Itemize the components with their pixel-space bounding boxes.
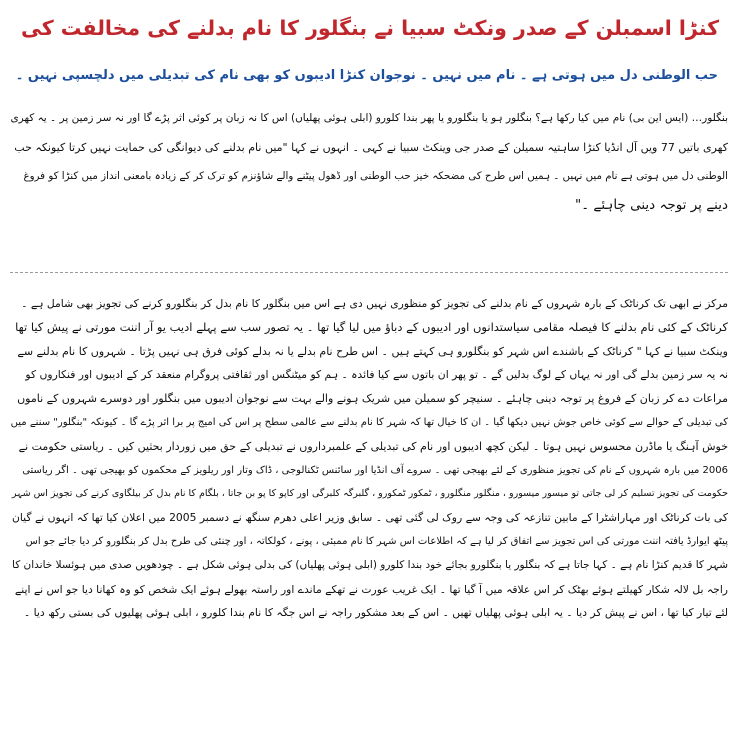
paragraph-line bbox=[10, 459, 728, 483]
paragraph-line bbox=[10, 578, 728, 602]
article-headline: کنڑا اسمبلن کے صدر ونکٹ سبیا نے بنگلور کا نام بدلنے کی مخالفت کی bbox=[20, 16, 720, 40]
paragraph-line bbox=[10, 530, 728, 554]
paragraph-line bbox=[10, 601, 728, 625]
paragraph-line bbox=[10, 387, 728, 411]
paragraph-line bbox=[10, 191, 728, 220]
line-text: مرکز نے ابھی تک کرناٹک کے بارہ شہروں کے نام بدلنے کی تجویز کو منظوری نہیں دی ہے اس میں بنگلور کا نام بدل کر بنگلورو کرنے کی تجویز بھی شامل ہے ۔ bbox=[21, 297, 728, 310]
paragraph-line bbox=[10, 482, 728, 506]
paragraph-line bbox=[10, 435, 728, 459]
line-text: کی بات کرناٹک اور مہاراشٹرا کے مابین تنازعہ کی وجہ سے روک لی گئی تھی ۔ سابق وزیر اعلی دھرم سنگھ نے دسمبر 2005 میں اعلان کیا تھا کہ انہوں نے گیان bbox=[12, 511, 728, 525]
paragraph-line bbox=[10, 411, 728, 435]
article-subheadline: حب الوطنی دل میں ہوتی ہے ۔ نام میں نہیں ۔ نوجوان کنڑا ادیبوں کو بھی نام کی تبدیلی میں دلچسپی نہیں ۔ bbox=[15, 68, 718, 83]
line-text: بنگلور… (ایس این بی) نام میں کیا رکھا ہے؟ بنگلور ہو یا بنگلورو یا پھر بندا کلورو (ابلی ہوئی پھلیاں) اس کا نہ زبان پر کوئی اثر پڑے گا اور نہ سر زمین پر ۔ یہ کھری bbox=[10, 112, 728, 124]
section-divider bbox=[10, 272, 728, 273]
line-text: راجہ بل لالہ شکار کھیلتے ہوئے بھٹک کر اس علاقہ میں آ گیا تھا ۔ ایک غریب عورت نے تھکے ماندے اور راستہ بھولے ہوئے ایک شخص کو وہ کھانا دیا جو اس نے اپنے bbox=[14, 582, 728, 596]
paragraph-line bbox=[10, 340, 728, 364]
line-text: شہر کا قدیم کنڑا نام ہے ۔ کہا جاتا ہے کہ بنگلور یا بنگلورو بجائے خود بندا کلورو (ابلی ہوئی پھلیاں) کی بدلی ہوئی شکل ہے ۔ چودھویں صدی میں ہوئسلا خاندان کا bbox=[12, 558, 728, 571]
line-text: مراعات دے کر زبان کے فروغ پر توجہ دینی چاہئے ۔ سنیچر کو سمیلن میں شریک ہونے والے بہت سے نوجوان ادیبوں میں بنگلور اور دوسرے شہروں کے ناموں bbox=[17, 392, 728, 406]
line-text: نہ یہ سر زمین بدلے گی اور نہ یہاں کے لوگ بدلیں گے ۔ تو پھر ان باتوں سے کیا فائدہ ۔ ہم کو میٹنگس اور ثقافتی پروگرام منعقد کر کے ادیبوں اور فنکاروں کو bbox=[25, 368, 728, 382]
line-text: پیٹھ ایوارڈ یافتہ اننت مورتی کی اس تجویز سے اتفاق کر لیا ہے کہ اطلاعات اس شہر کا نام ممبئی ، پونے ، کولکاتہ ، اور چنئی کی طرح بدل کر بنگلورو کر دیا جائے جو اس bbox=[25, 535, 728, 547]
line-text: دینے پر توجہ دینی چاہئے ۔" bbox=[575, 197, 728, 213]
paragraph-line bbox=[10, 554, 728, 578]
paragraph-line bbox=[10, 133, 728, 162]
paragraph-line bbox=[10, 506, 728, 530]
line-text: حکومت کی تجویز تسلیم کر لی جاتی تو میسور میسورو ، منگلور منگلورو ، ٹمکور ٹمکورو ، گلبرگہ کلبرگی اور کاپو کا پو بن جاتا ، بلگام کا نام بدل کر بیلگاوی کرنے کی تجویز اس شہر bbox=[11, 488, 728, 500]
paragraph-line bbox=[10, 104, 728, 133]
line-text: وینکٹ سبیا نے کہا " کرناٹک کے باشندے اس شہر کو بنگلورو ہی کہتے ہیں ۔ اس طرح نام بدلے یا نہ بدلے کوئی فرق ہی نہیں پڑتا ۔ شہروں کا نام بدلنے سے bbox=[17, 344, 728, 358]
line-text: 2006 میں بارہ شہروں کے نام کی تجویز منظوری کے لئے بھیجی تھی ۔ سروے آف انڈیا اور سائنس ٹکنالوجی ، ڈاک وتار اور ریلویز کے محکموں کو بھیجی تھی ۔ اگر ریاستی bbox=[22, 464, 728, 476]
line-text: لئے تیار کیا تھا ، اس نے پیش کر دیا ۔ یہ ابلی ہوئی پھلیاں تھیں ۔ اس کے بعد مشکور راجہ نے اس جگہ کا نام بندا کلورو ، ابلی ہوئی پھلیوں کی بستی رکھ دیا ۔ bbox=[23, 606, 728, 620]
paragraph-line bbox=[10, 292, 728, 316]
article-paragraph-2 bbox=[10, 292, 728, 625]
article-paragraph-1 bbox=[10, 104, 728, 220]
line-text: کرناٹک کے کئی نام بدلنے کا فیصلہ مقامی سیاستدانوں اور ادیبوں کے دباؤ میں لیا گیا تھا ۔ یہ تصور سب سے پہلے ادیب یو آر اننت مورتی نے پیش کیا تھا bbox=[15, 319, 728, 334]
line-text: کھری باتیں 77 ویں آل انڈیا کنڑا ساہتیہ سمیلن کے صدر جی وینکٹ سبیا نے کہی ۔ انہوں نے کہا "میں نام بدلنے کی دیوانگی کی حمایت نہیں کرتا کیونکہ حب bbox=[14, 141, 728, 154]
line-text: کی تبدیلی کے حوالے سے کوئی خاص جوش نہیں دیکھا گیا ۔ ان کا خیال تھا کہ شہر کا نام بدلنے سے عالمی سطح پر اس کی امیج پر برا اثر پڑے گا ۔ کیونکہ "بنگلور" سننے میں bbox=[10, 416, 728, 428]
line-text: الوطنی دل میں ہوتی ہے نام میں نہیں ۔ ہمیں اس طرح کی مضحکہ خیز حب الوطنی اور ڈھول پیٹنے والے شاؤنزم کو ترک کر کے زیادہ بامعنی انداز میں کنڑا کو فروغ bbox=[23, 170, 728, 182]
line-text: خوش آہنگ یا ماڈرن محسوس نہیں ہوتا ۔ لیکن کچھ ادیبوں اور نام کی تبدیلی کے علمبرداروں نے تبدیلی کے حق میں زوردار بحثیں کیں ۔ ریاستی حکومت نے bbox=[18, 439, 728, 453]
paragraph-line bbox=[10, 162, 728, 191]
paragraph-line bbox=[10, 316, 728, 340]
paragraph-line bbox=[10, 363, 728, 387]
